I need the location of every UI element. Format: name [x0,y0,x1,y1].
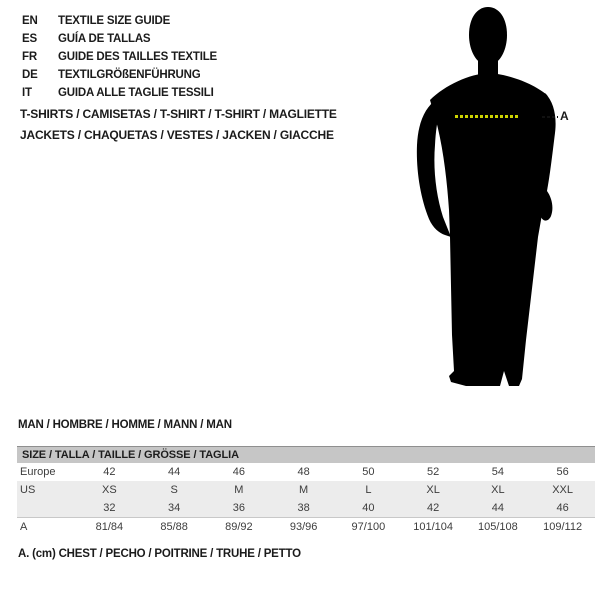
size-value: 50 [362,466,375,478]
man-silhouette-icon [405,5,600,398]
row-label: Europe [20,466,56,478]
size-value: 105/108 [477,521,518,533]
size-value: 101/104 [413,521,453,533]
size-value: 42 [103,466,116,478]
size-value: 56 [556,466,569,478]
product-category-line: JACKETS / CHAQUETAS / VESTES / JACKEN / GIACCHE [20,128,334,142]
size-value: L [365,484,372,496]
language-code: DE [22,69,38,81]
language-title: TEXTILE SIZE GUIDE [58,15,171,27]
size-value: XL [491,484,505,496]
size-value: 52 [427,466,440,478]
size-value: 48 [297,466,310,478]
size-table-row [17,517,595,536]
size-value: 40 [362,502,375,514]
size-table-row [17,499,595,517]
language-title: GUIDA ALLE TAGLIE TESSILI [58,87,214,99]
size-value: 34 [168,502,181,514]
language-row [22,84,217,102]
size-value: 97/100 [351,521,386,533]
language-code: FR [22,51,37,63]
size-value: XL [426,484,440,496]
language-row [22,48,217,66]
language-code: EN [22,15,38,27]
size-value: 109/112 [543,521,583,533]
language-row [22,66,217,84]
language-code: ES [22,33,37,45]
chest-measure-line-inner [455,115,518,118]
language-code: IT [22,87,32,99]
size-value: 44 [168,466,181,478]
size-value: 54 [491,466,504,478]
size-value: 46 [232,466,245,478]
size-value: M [234,484,244,496]
size-table-body [17,463,595,536]
size-value: 93/96 [289,521,318,533]
size-value: 46 [556,502,569,514]
section-title: MAN / HOMBRE / HOMME / MANN / MAN [18,419,232,431]
size-value: XS [102,484,117,496]
size-value: S [170,484,178,496]
size-table-row [17,463,595,481]
chest-measure-line-outer [542,116,558,118]
language-row [22,30,217,48]
row-label: US [20,484,36,496]
product-category-lines [20,104,337,146]
size-value: 81/84 [95,521,124,533]
size-value: 42 [427,502,440,514]
product-category-line: T-SHIRTS / CAMISETAS / T-SHIRT / T-SHIRT / MAGLIETTE [20,107,337,121]
language-title: TEXTILGRÖßENFÜHRUNG [58,69,201,81]
size-table-row [17,481,595,499]
size-value: M [299,484,309,496]
row-label [17,499,77,517]
size-value: 38 [297,502,310,514]
row-label: A [20,521,28,533]
size-value: 85/88 [160,521,188,533]
size-value: XXL [552,484,574,496]
size-value: 36 [232,502,245,514]
language-title: GUIDE DES TAILLES TEXTILE [58,51,217,63]
size-value: 89/92 [225,521,253,533]
size-value: 32 [103,502,116,514]
language-title: GUÍA DE TALLAS [58,33,151,45]
language-list [22,12,217,102]
size-value: 44 [491,502,504,514]
size-table-header: SIZE / TALLA / TAILLE / GRÖSSE / TAGLIA [17,446,595,463]
language-row [22,12,217,30]
footnote: A. (cm) CHEST / PECHO / POITRINE / TRUHE / PETTO [18,548,301,560]
size-table [17,446,595,536]
measure-label-a: A [560,109,569,123]
